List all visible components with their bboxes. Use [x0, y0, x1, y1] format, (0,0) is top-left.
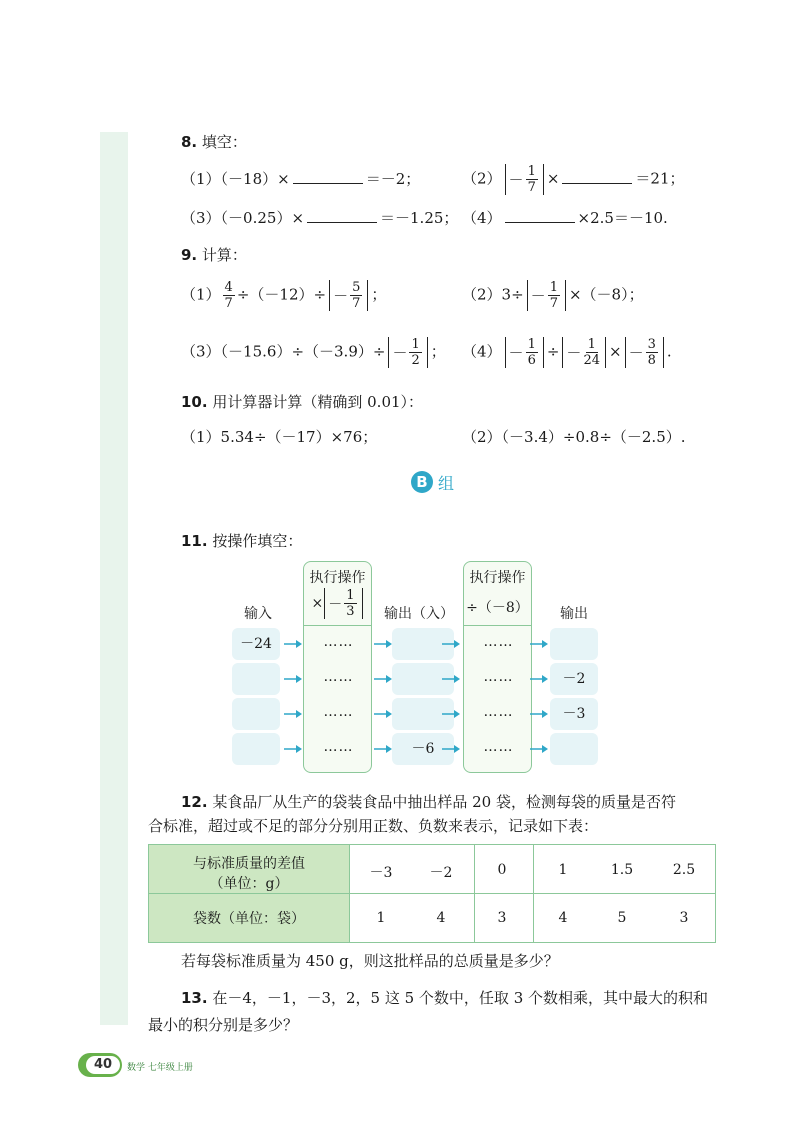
flow-cell[interactable] [550, 733, 598, 765]
ellipsis: …… [323, 634, 354, 650]
part-label: （1） [181, 285, 221, 304]
q9-part1 [181, 280, 386, 311]
part-label: （2） [462, 169, 502, 188]
answer-blank[interactable] [307, 208, 377, 223]
answer-blank[interactable] [562, 169, 632, 184]
op2-title: 执行操作 [469, 570, 526, 586]
numerator: 1 [346, 588, 355, 603]
expr: ； [371, 285, 387, 304]
part-label: （3） [181, 342, 221, 361]
arrow-right-icon [442, 744, 460, 754]
col-divider [533, 845, 534, 942]
fraction [526, 164, 538, 195]
numerator: 5 [352, 280, 361, 295]
q13-text-line2: 最小的积分别是多少？ [148, 1016, 299, 1034]
arrow-right-icon [530, 639, 548, 649]
q13-number: 13. [181, 989, 208, 1007]
q9-part4 [462, 337, 672, 368]
q8-part3 [181, 207, 458, 228]
diff-cell: 1.5 [610, 862, 634, 878]
flow-cell[interactable] [232, 663, 280, 695]
numerator: 1 [527, 164, 536, 179]
numerator: 1 [527, 337, 536, 352]
op1-title: 执行操作 [309, 570, 366, 586]
q9-part3 [181, 337, 446, 368]
q13-text-line1 [181, 987, 708, 1008]
q12-text-line1 [181, 791, 676, 812]
abs-value [329, 280, 368, 311]
q8-title [181, 131, 247, 152]
arrow-right-icon [530, 674, 548, 684]
denominator: 7 [549, 296, 558, 311]
expr: . [666, 342, 672, 361]
sign: － [392, 344, 408, 362]
count-cell: 4 [558, 910, 568, 926]
fraction [526, 337, 538, 368]
ellipsis: …… [483, 634, 514, 650]
answer-blank[interactable] [505, 208, 575, 223]
diff-cell: －3 [369, 865, 393, 881]
expr: （－15.6）÷（－3.9）÷ [220, 342, 386, 361]
arrow-right-icon [442, 639, 460, 649]
numerator: 1 [549, 280, 558, 295]
arrow-right-icon [442, 709, 460, 719]
numerator: 1 [587, 337, 596, 352]
flow-cell[interactable]: －2 [550, 663, 598, 695]
abs-value [505, 337, 544, 368]
book-title: 数学 七年级上册 [127, 1063, 193, 1073]
numerator: 1 [411, 337, 420, 352]
diff-cell: 0 [497, 862, 507, 878]
input-label: 输入 [244, 606, 272, 622]
fraction [223, 280, 235, 311]
arrow-right-icon [284, 639, 302, 649]
q8-part1 [181, 168, 420, 189]
count-cell: 4 [436, 910, 446, 926]
part-label: （2） [462, 285, 502, 304]
arrow-right-icon [374, 709, 392, 719]
abs-value [324, 588, 362, 619]
op-symbol: × [311, 595, 324, 612]
expr: ； [430, 342, 446, 361]
ellipsis: …… [483, 739, 514, 755]
q9-part2 [462, 280, 644, 311]
expr: ÷（－12）÷ [236, 285, 327, 304]
flow-cell[interactable]: －6 [392, 733, 454, 765]
q8-part4 [462, 207, 668, 228]
q10-part1: （1）5.34÷（－17）×76； [181, 428, 378, 446]
numerator: 3 [647, 337, 656, 352]
diff-cell: 2.5 [672, 862, 696, 878]
expr: 3÷ [501, 285, 524, 304]
sign: － [628, 344, 644, 362]
fraction [409, 337, 421, 368]
denominator: 24 [583, 353, 600, 368]
denominator: 6 [527, 353, 536, 368]
sign: － [333, 287, 349, 305]
q13-text1: 在－4，－1，－3，2，5 这 5 个数中，任取 3 个数相乘，其中最大的积和 [212, 989, 709, 1007]
ellipsis: …… [323, 669, 354, 685]
arrow-right-icon [284, 744, 302, 754]
fraction [344, 588, 356, 619]
answer-blank[interactable] [293, 169, 363, 184]
q9-title-text: 计算： [201, 246, 247, 264]
part-label: （4） [462, 209, 502, 227]
arrow-right-icon [374, 674, 392, 684]
expr: ＝21； [635, 169, 685, 188]
expr: （－0.25）× [220, 209, 305, 227]
group-b-badge: B [411, 471, 433, 493]
flow-cell[interactable]: －24 [232, 628, 280, 660]
op1-expr [303, 588, 372, 619]
count-cell: 3 [679, 910, 689, 926]
q8-number: 8. [181, 133, 198, 151]
q8-title-text: 填空： [201, 133, 247, 151]
part-label: （3） [181, 209, 221, 227]
fraction [548, 280, 560, 311]
fraction [646, 337, 658, 368]
expr: ×（－8）； [568, 285, 644, 304]
q10-part2: （2）（－3.4）÷0.8÷（－2.5）. [462, 428, 686, 446]
group-label: 组 [438, 474, 455, 493]
count-cell: 1 [376, 910, 386, 926]
expr: （－18）× [220, 170, 290, 188]
sign: － [530, 287, 546, 305]
flow-cell[interactable] [232, 698, 280, 730]
denominator: 7 [527, 180, 536, 195]
arrow-right-icon [374, 744, 392, 754]
diff-cell: 1 [558, 862, 568, 878]
q8-part2 [462, 164, 685, 195]
fraction [583, 337, 600, 368]
abs-value [388, 337, 427, 368]
col-divider [349, 845, 350, 942]
arrow-right-icon [442, 674, 460, 684]
expr: ÷ [546, 342, 560, 361]
sign: － [508, 344, 524, 362]
ellipsis: …… [483, 704, 514, 720]
q12-question: 若每袋标准质量为 450 g，则这批样品的总质量是多少？ [181, 952, 559, 970]
ellipsis: …… [323, 704, 354, 720]
flow-cell[interactable]: －3 [550, 698, 598, 730]
col-divider [474, 845, 475, 942]
denominator: 7 [224, 296, 233, 311]
expr: × [546, 169, 560, 188]
expr: ×2.5＝－10. [577, 209, 668, 227]
expr: ＝－1.25； [380, 209, 459, 227]
header-diff-line2: （单位：g） [209, 876, 289, 892]
q11-number: 11. [181, 532, 208, 550]
arrow-right-icon [530, 709, 548, 719]
denominator: 8 [647, 353, 656, 368]
arrow-right-icon [284, 674, 302, 684]
mid-label: 输出（入） [384, 606, 454, 622]
row-divider [149, 893, 715, 894]
diff-cell: －2 [429, 865, 453, 881]
fraction [350, 280, 362, 311]
arrow-right-icon [530, 744, 548, 754]
expr: ＝－2； [365, 170, 421, 188]
ellipsis: …… [323, 739, 354, 755]
q9-title [181, 244, 247, 265]
abs-value [527, 280, 566, 311]
part-label: （1） [181, 170, 221, 188]
ellipsis: …… [483, 669, 514, 685]
header-diff-line1: 与标准质量的差值 [193, 856, 305, 872]
sign: － [508, 171, 524, 189]
part-label: （4） [462, 342, 502, 361]
data-table [148, 844, 716, 943]
q12-text-line2: 合标准，超过或不足的部分分别用正数、负数来表示，记录如下表： [148, 817, 599, 835]
q10-number: 10. [181, 393, 208, 411]
q11-title [181, 530, 302, 551]
denominator: 3 [346, 604, 355, 619]
flow-cell[interactable] [550, 628, 598, 660]
abs-value [625, 337, 664, 368]
divider [463, 625, 532, 626]
header-count: 袋数（单位：袋） [193, 911, 305, 927]
count-cell: 3 [497, 910, 507, 926]
arrow-right-icon [284, 709, 302, 719]
expr: × [608, 342, 622, 361]
q10-title-text: 用计算器计算（精确到 0.01）： [212, 393, 424, 411]
output-label: 输出 [560, 606, 588, 622]
flow-cell[interactable] [232, 733, 280, 765]
abs-value [562, 337, 606, 368]
q9-number: 9. [181, 246, 198, 264]
margin-sidebar [100, 132, 128, 1025]
denominator: 7 [352, 296, 361, 311]
sign: － [566, 344, 582, 362]
denominator: 2 [411, 353, 420, 368]
q10-title [181, 391, 423, 412]
q12-number: 12. [181, 793, 208, 811]
page-number: 40 [86, 1056, 120, 1074]
q12-text1: 某食品厂从生产的袋装食品中抽出样品 20 袋，检测每袋的质量是否符 [212, 793, 676, 811]
count-cell: 5 [617, 910, 627, 926]
op2-expr: ÷（－8） [466, 600, 529, 616]
q11-title-text: 按操作填空： [212, 532, 303, 550]
abs-value [505, 164, 544, 195]
numerator: 4 [224, 280, 233, 295]
sign: － [328, 596, 343, 613]
arrow-right-icon [374, 639, 392, 649]
divider [303, 625, 372, 626]
